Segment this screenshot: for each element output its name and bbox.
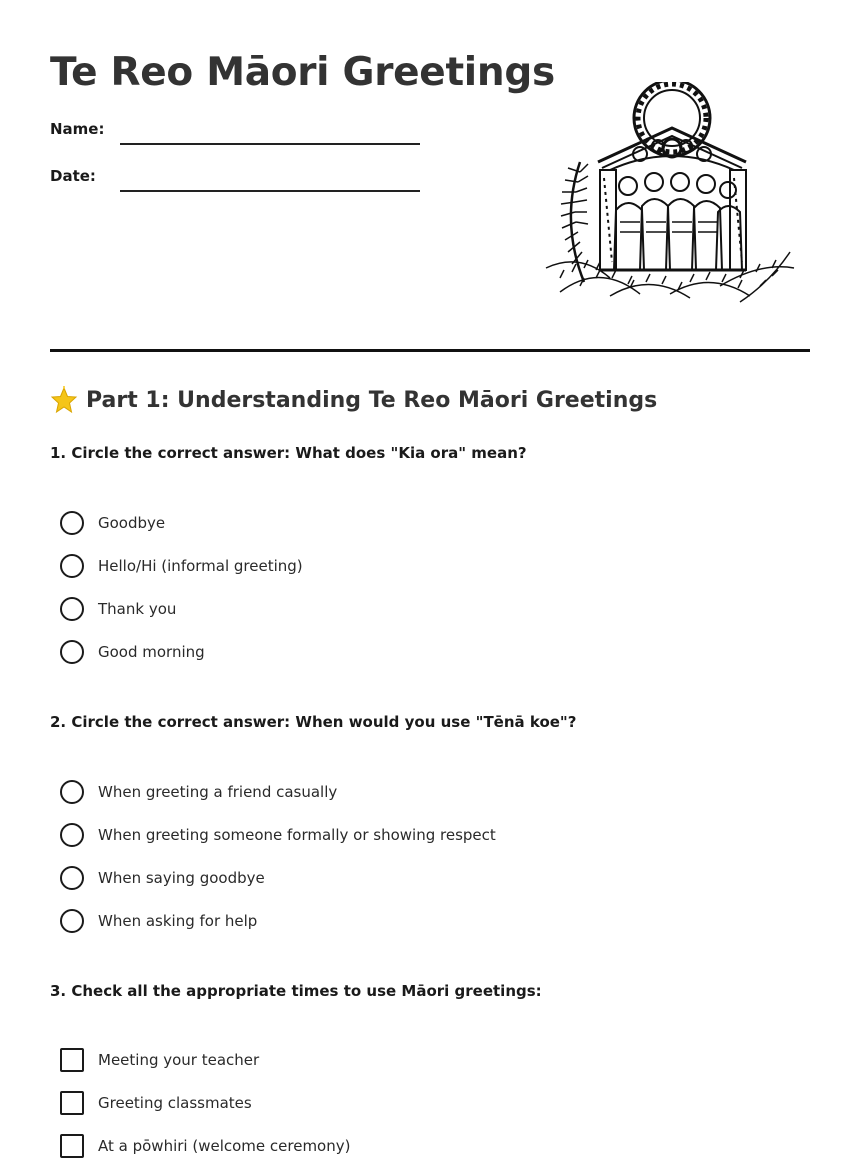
radio-button[interactable]: [60, 780, 84, 804]
option-label: When greeting someone formally or showing respect: [98, 826, 496, 844]
option-label: Meeting your teacher: [98, 1051, 260, 1069]
date-label: Date:: [50, 167, 96, 185]
radio-button[interactable]: [60, 597, 84, 621]
q1-option-3[interactable]: [60, 596, 176, 622]
header-divider: [50, 349, 810, 352]
q1-option-2[interactable]: [60, 553, 303, 579]
option-label: When saying goodbye: [98, 869, 265, 887]
q2-option-1[interactable]: [60, 779, 337, 805]
radio-button[interactable]: [60, 640, 84, 664]
q3-option-1[interactable]: [60, 1047, 259, 1073]
option-label: Greeting classmates: [98, 1094, 252, 1112]
q1-option-4[interactable]: [60, 639, 205, 665]
option-label: Thank you: [98, 600, 177, 618]
question-2: 2. Circle the correct answer: When would you use "Tēnā koe"?: [50, 713, 577, 731]
name-field[interactable]: [120, 143, 420, 145]
wharenui-greeting-illustration: [540, 82, 800, 310]
checkbox[interactable]: [60, 1091, 84, 1115]
date-field-row: [50, 165, 430, 195]
q1-option-1[interactable]: [60, 510, 165, 536]
radio-button[interactable]: [60, 554, 84, 578]
checkbox[interactable]: [60, 1134, 84, 1158]
star-icon: [50, 386, 78, 414]
radio-button[interactable]: [60, 511, 84, 535]
q3-option-3[interactable]: [60, 1133, 350, 1159]
question-3: 3. Check all the appropriate times to use Māori greetings:: [50, 982, 542, 1000]
page-title: Te Reo Māori Greetings: [50, 50, 555, 95]
option-label: At a pōwhiri (welcome ceremony): [98, 1137, 351, 1155]
option-label: When greeting a friend casually: [98, 783, 338, 801]
option-label: Goodbye: [98, 514, 166, 532]
q2-option-3[interactable]: [60, 865, 265, 891]
option-label: When asking for help: [98, 912, 258, 930]
section-title-part1: [50, 386, 657, 414]
radio-button[interactable]: [60, 866, 84, 890]
radio-button[interactable]: [60, 823, 84, 847]
date-field[interactable]: [120, 190, 420, 192]
question-1: 1. Circle the correct answer: What does "Kia ora" mean?: [50, 444, 527, 462]
q3-option-2[interactable]: [60, 1090, 252, 1116]
radio-button[interactable]: [60, 909, 84, 933]
section-title-text: Part 1: Understanding Te Reo Māori Greetings: [86, 387, 658, 413]
option-label: Hello/Hi (informal greeting): [98, 557, 303, 575]
name-label: Name:: [50, 120, 105, 138]
checkbox[interactable]: [60, 1048, 84, 1072]
q2-option-4[interactable]: [60, 908, 257, 934]
option-label: Good morning: [98, 643, 205, 661]
name-field-row: [50, 118, 430, 148]
q2-option-2[interactable]: [60, 822, 496, 848]
